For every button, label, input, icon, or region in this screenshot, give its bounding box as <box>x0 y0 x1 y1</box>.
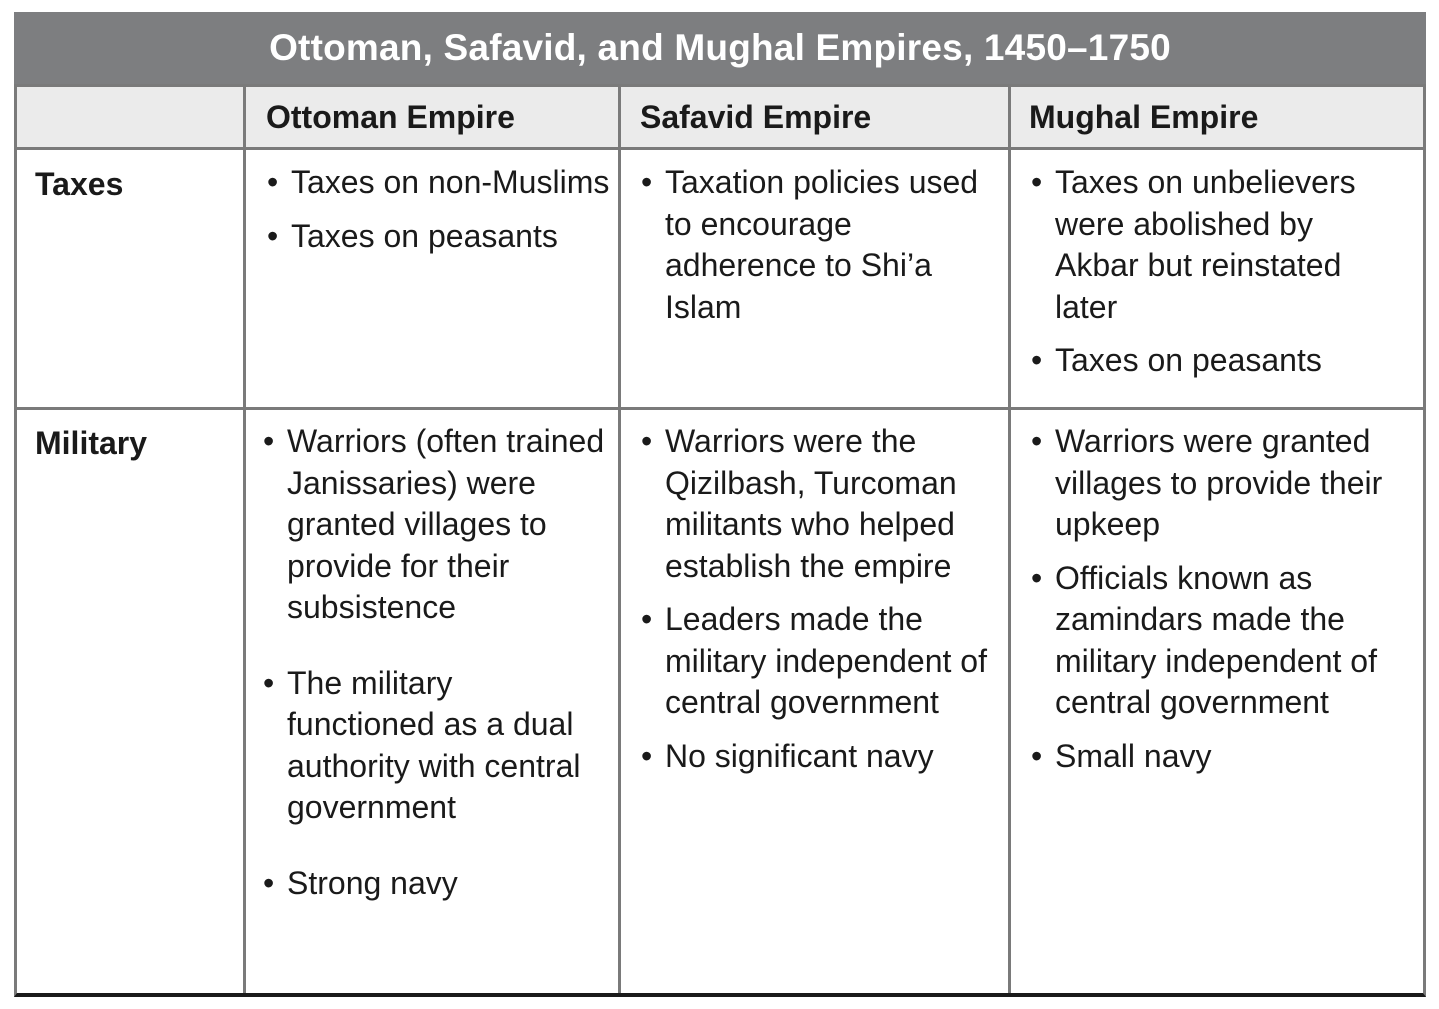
list-item: • Warriors were the Qizilbash, Turcoman militants who helped establish the empire <box>641 423 957 584</box>
bullet-icon: • <box>641 737 653 774</box>
cell-taxes-safavid <box>641 162 981 340</box>
list-item: • Taxes on peasants <box>267 216 612 258</box>
cell-military-mughal <box>1031 421 1401 789</box>
column-divider <box>1008 84 1011 993</box>
row-label-taxes: Taxes <box>35 166 124 202</box>
cell-taxes-mughal <box>1031 162 1401 394</box>
list-item: • The military functioned as a dual authority with central government <box>263 664 581 825</box>
bullet-icon: • <box>641 164 653 200</box>
header-mughal-empire: Mughal Empire <box>1029 98 1259 135</box>
list-item: • Taxation policies used to encourage adherence to Shi’a Islam <box>641 164 979 325</box>
list-item: • Leaders made the military independent of central government <box>641 601 987 720</box>
header-row <box>17 84 1423 150</box>
header-ottoman-empire: Ottoman Empire <box>266 98 515 135</box>
header-cell-empty <box>25 87 240 147</box>
bullet-icon: • <box>263 864 275 901</box>
list-item: • Small navy <box>1031 736 1401 778</box>
list-item: • Warriors were granted villages to provide their upkeep <box>1031 423 1383 542</box>
bullet-icon: • <box>1031 423 1043 459</box>
list-item: • Warriors (often trained Janissaries) were granted villages to provide for their subsistence <box>263 423 605 625</box>
bullet-icon: • <box>263 423 275 459</box>
list-item: • Strong navy <box>263 863 608 905</box>
bullet-icon: • <box>267 164 279 200</box>
header-safavid-empire: Safavid Empire <box>640 98 872 135</box>
list-item: • Taxes on peasants <box>1031 340 1401 382</box>
cell-military-safavid <box>641 421 991 789</box>
list-item: • No significant navy <box>641 736 991 778</box>
list-item: • Officials known as zamindars made the military independent of central government <box>1031 559 1377 720</box>
bullet-icon: • <box>1031 737 1043 774</box>
cell-taxes-ottoman <box>267 162 612 269</box>
comparison-table <box>14 12 1426 997</box>
bullet-icon: • <box>1031 559 1043 596</box>
bullet-icon: • <box>641 601 653 637</box>
bullet-icon: • <box>267 217 279 254</box>
bullet-icon: • <box>1031 342 1043 378</box>
column-divider <box>618 84 621 993</box>
table-title: Ottoman, Safavid, and Mughal Empires, 1450–1750 <box>14 12 1426 84</box>
column-divider <box>243 84 246 993</box>
row-divider <box>17 407 1423 410</box>
bullet-icon: • <box>641 423 653 459</box>
list-item: • Taxes on unbelievers were abolished by Akbar but reinstated later <box>1031 164 1356 325</box>
row-label-military: Military <box>35 425 148 461</box>
bullet-icon: • <box>263 664 275 701</box>
list-item: • Taxes on non-Muslims <box>267 162 612 204</box>
bullet-icon: • <box>1031 164 1043 200</box>
cell-military-ottoman <box>263 421 608 938</box>
